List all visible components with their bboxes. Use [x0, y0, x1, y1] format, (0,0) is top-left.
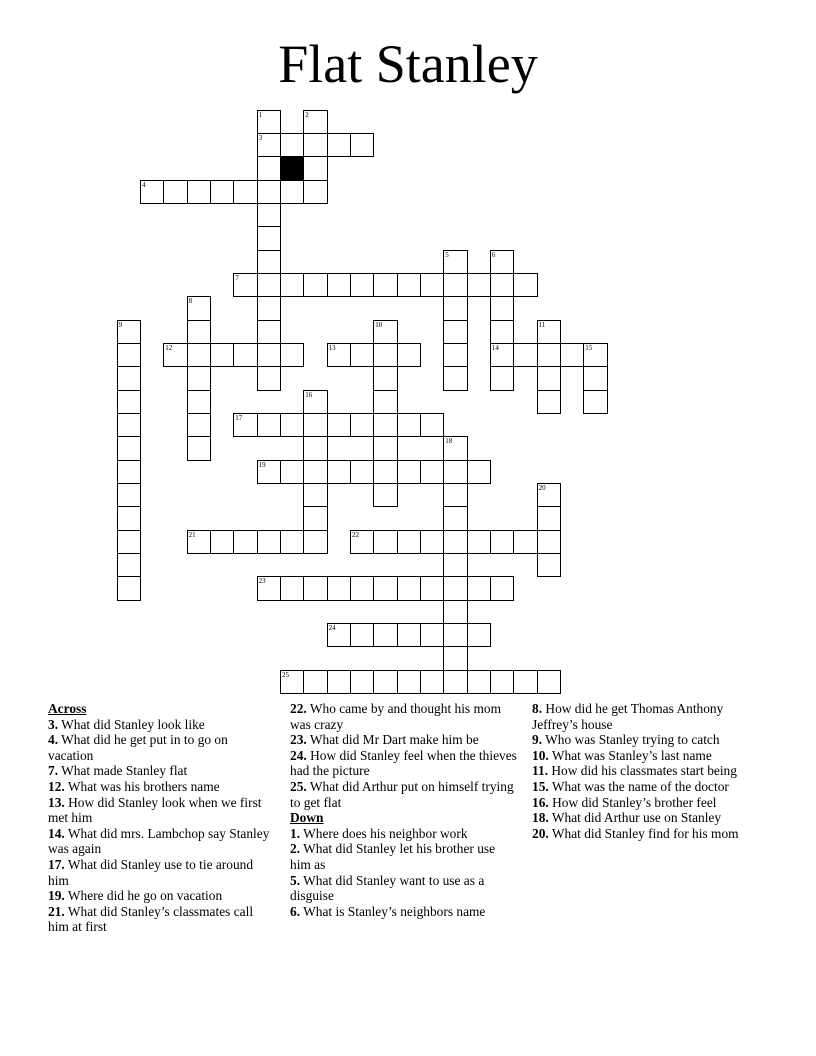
grid-cell[interactable] — [373, 413, 397, 437]
grid-cell[interactable] — [187, 296, 211, 320]
grid-cell[interactable] — [257, 343, 281, 367]
grid-cell[interactable] — [327, 413, 351, 437]
clue-text: Who was Stanley trying to catch — [545, 732, 720, 748]
clue-text: What did Stanley use to tie around him — [48, 856, 254, 888]
clue-column-3 — [532, 701, 760, 841]
grid-cell[interactable] — [443, 483, 467, 507]
clue-text: How did his classmates start being — [551, 763, 737, 779]
clue-text: What did he get put in to go on vacation — [48, 732, 228, 763]
grid-cell[interactable] — [537, 320, 561, 344]
clue-label: 4. — [48, 732, 59, 748]
grid-cell[interactable] — [257, 180, 281, 204]
clue-text: What did Stanley look like — [61, 716, 205, 732]
grid-cell[interactable] — [420, 623, 444, 647]
clue-label: 3. — [48, 716, 59, 732]
grid-cell[interactable] — [257, 460, 281, 484]
grid-cell[interactable] — [397, 670, 421, 694]
across-clue — [48, 795, 270, 826]
clue-number: 25 — [281, 670, 289, 679]
grid-cell[interactable] — [210, 343, 234, 367]
grid-cell[interactable] — [117, 390, 141, 414]
across-clue — [48, 904, 270, 935]
down-heading: Down — [290, 810, 324, 826]
grid-cell[interactable] — [467, 670, 491, 694]
grid-cell[interactable] — [443, 646, 467, 670]
grid-cell[interactable] — [257, 296, 281, 320]
clue-text: What did Stanley find for his mom — [551, 825, 739, 841]
down-clue — [532, 810, 760, 826]
clue-number: 5 — [445, 250, 449, 259]
grid-cell[interactable] — [117, 483, 141, 507]
grid-cell[interactable] — [490, 320, 514, 344]
clue-label: 6. — [290, 903, 301, 919]
grid-cell[interactable] — [257, 273, 281, 297]
grid-cell[interactable] — [537, 366, 561, 390]
grid-cell[interactable] — [350, 273, 374, 297]
clue-label: 13. — [48, 794, 65, 810]
grid-cell[interactable] — [443, 436, 467, 460]
grid-cell[interactable] — [280, 670, 304, 694]
grid-cell[interactable] — [117, 436, 141, 460]
clue-text: What did Arthur use on Stanley — [551, 810, 722, 826]
grid-cell[interactable] — [350, 530, 374, 554]
down-clue — [532, 732, 760, 748]
down-clue — [532, 701, 760, 732]
grid-cell[interactable] — [490, 366, 514, 390]
clue-text: What did Stanley’s classmates call him at first — [48, 903, 254, 935]
across-clue — [48, 732, 270, 763]
clue-text: How did Stanley’s brother feel — [552, 794, 717, 810]
clue-number: 18 — [445, 437, 453, 446]
grid-cell[interactable] — [490, 576, 514, 600]
clue-number: 20 — [538, 483, 546, 492]
grid-cell[interactable] — [303, 506, 327, 530]
grid-cell[interactable] — [373, 530, 397, 554]
grid-cell[interactable] — [373, 366, 397, 390]
grid-cell[interactable] — [257, 413, 281, 437]
across-clue — [48, 826, 270, 857]
clue-text: What did Stanley let his brother use him as — [290, 841, 496, 872]
puzzle-title: Flat Stanley — [278, 34, 538, 94]
grid-cell[interactable] — [117, 460, 141, 484]
grid-cell[interactable] — [583, 366, 607, 390]
clue-number: 24 — [328, 623, 336, 632]
grid-cell[interactable] — [373, 273, 397, 297]
clue-label: 10. — [532, 747, 549, 763]
grid-cell[interactable] — [443, 320, 467, 344]
across-clue — [290, 732, 518, 748]
grid-cell[interactable] — [443, 623, 467, 647]
clue-number: 22 — [351, 530, 359, 539]
grid-cell[interactable] — [257, 530, 281, 554]
grid-cell[interactable] — [327, 343, 351, 367]
grid-cell[interactable] — [187, 390, 211, 414]
grid-block — [280, 156, 304, 180]
clue-text: What was the name of the doctor — [551, 778, 729, 794]
grid-cell[interactable] — [187, 366, 211, 390]
grid-cell[interactable] — [257, 203, 281, 227]
clue-text: What is Stanley’s neighbors name — [303, 903, 486, 919]
grid-cell[interactable] — [467, 460, 491, 484]
grid-cell[interactable] — [280, 413, 304, 437]
down-clue — [532, 795, 760, 811]
grid-cell[interactable] — [443, 460, 467, 484]
across-clue — [290, 748, 518, 779]
grid-cell[interactable] — [373, 320, 397, 344]
clue-text: Where did he go on vacation — [67, 888, 223, 904]
grid-cell[interactable] — [350, 133, 374, 157]
grid-cell[interactable] — [327, 670, 351, 694]
clue-label: 7. — [48, 763, 59, 779]
grid-cell[interactable] — [187, 343, 211, 367]
grid-cell[interactable] — [373, 623, 397, 647]
grid-cell[interactable] — [490, 273, 514, 297]
grid-cell[interactable] — [350, 343, 374, 367]
grid-cell[interactable] — [397, 530, 421, 554]
grid-cell[interactable] — [117, 530, 141, 554]
grid-cell[interactable] — [373, 483, 397, 507]
clue-number: 21 — [188, 530, 196, 539]
grid-cell[interactable] — [257, 366, 281, 390]
grid-cell[interactable] — [373, 436, 397, 460]
clue-label: 12. — [48, 778, 65, 794]
grid-cell[interactable] — [350, 670, 374, 694]
grid-cell[interactable] — [443, 343, 467, 367]
grid-cell[interactable] — [303, 110, 327, 134]
grid-cell[interactable] — [443, 506, 467, 530]
clue-text: How did Stanley feel when the thieves had the picture — [290, 747, 517, 779]
grid-cell[interactable] — [280, 273, 304, 297]
grid-cell[interactable] — [117, 366, 141, 390]
clue-number: 9 — [118, 320, 123, 329]
down-clue — [532, 779, 760, 795]
clue-column-2 — [290, 701, 518, 919]
clue-label: 20. — [532, 825, 549, 841]
grid-cell[interactable] — [303, 390, 327, 414]
grid-cell[interactable] — [537, 530, 561, 554]
grid-cell[interactable] — [327, 623, 351, 647]
grid-cell[interactable] — [280, 133, 304, 157]
clue-number: 6 — [491, 250, 496, 259]
across-clue — [48, 717, 270, 733]
clue-label: 23. — [290, 732, 307, 748]
clue-text: What was his brothers name — [67, 778, 220, 794]
grid-cell[interactable] — [303, 273, 327, 297]
clue-text: How did he get Thomas Anthony Jeffrey’s house — [532, 701, 724, 732]
grid-cell[interactable] — [420, 460, 444, 484]
grid-cell[interactable] — [257, 320, 281, 344]
grid-cell[interactable] — [537, 483, 561, 507]
clue-number: 17 — [235, 413, 243, 422]
grid-cell[interactable] — [373, 343, 397, 367]
grid-cell[interactable] — [117, 343, 141, 367]
across-clue — [48, 857, 270, 888]
clue-number: 12 — [165, 343, 173, 352]
grid-cell[interactable] — [583, 390, 607, 414]
grid-cell[interactable] — [257, 226, 281, 250]
grid-cell[interactable] — [303, 670, 327, 694]
grid-cell[interactable] — [373, 390, 397, 414]
grid-cell[interactable] — [327, 576, 351, 600]
grid-cell[interactable] — [303, 133, 327, 157]
grid-cell[interactable] — [397, 460, 421, 484]
grid-cell[interactable] — [233, 343, 257, 367]
clue-label: 17. — [48, 856, 65, 872]
clue-text: What did Stanley want to use as a disguise — [290, 872, 485, 904]
clue-label: 2. — [290, 841, 301, 857]
clue-number: 15 — [585, 343, 593, 352]
clue-text: Where does his neighbor work — [303, 825, 468, 841]
grid-cell[interactable] — [443, 553, 467, 577]
clue-text: What did Mr Dart make him be — [309, 732, 479, 748]
grid-cell[interactable] — [537, 343, 561, 367]
grid-cell[interactable] — [537, 553, 561, 577]
grid-cell[interactable] — [537, 390, 561, 414]
grid-cell[interactable] — [210, 180, 234, 204]
grid-cell[interactable] — [257, 250, 281, 274]
grid-cell[interactable] — [443, 273, 467, 297]
grid-cell[interactable] — [420, 413, 444, 437]
grid-cell[interactable] — [490, 296, 514, 320]
clue-text: What was Stanley’s last name — [551, 747, 712, 763]
grid-cell[interactable] — [350, 576, 374, 600]
grid-cell[interactable] — [233, 180, 257, 204]
grid-cell[interactable] — [350, 623, 374, 647]
clue-label: 1. — [290, 825, 301, 841]
grid-cell[interactable] — [583, 343, 607, 367]
grid-cell[interactable] — [187, 436, 211, 460]
grid-cell[interactable] — [443, 296, 467, 320]
grid-cell[interactable] — [420, 670, 444, 694]
grid-cell[interactable] — [560, 343, 584, 367]
grid-cell[interactable] — [443, 600, 467, 624]
grid-cell[interactable] — [233, 530, 257, 554]
clue-number: 11 — [538, 320, 546, 329]
down-clue — [532, 748, 760, 764]
grid-cell[interactable] — [280, 343, 304, 367]
down-clue — [532, 826, 760, 842]
grid-cell[interactable] — [490, 343, 514, 367]
grid-cell[interactable] — [303, 156, 327, 180]
grid-cell[interactable] — [163, 180, 187, 204]
grid-cell[interactable] — [117, 320, 141, 344]
clue-label: 5. — [290, 872, 301, 888]
clue-number: 4 — [141, 180, 146, 189]
grid-cell[interactable] — [187, 180, 211, 204]
down-clue — [290, 841, 518, 872]
grid-cell[interactable] — [233, 413, 257, 437]
grid-cell[interactable] — [537, 506, 561, 530]
grid-cell[interactable] — [303, 483, 327, 507]
clue-label: 8. — [532, 701, 543, 716]
clue-number: 10 — [375, 320, 383, 329]
grid-cell[interactable] — [467, 576, 491, 600]
grid-cell[interactable] — [280, 460, 304, 484]
grid-cell[interactable] — [187, 320, 211, 344]
grid-cell[interactable] — [210, 530, 234, 554]
clue-number: 13 — [328, 343, 336, 352]
grid-cell[interactable] — [280, 576, 304, 600]
across-clue — [290, 701, 518, 732]
clue-number: 16 — [305, 390, 313, 399]
grid-cell[interactable] — [397, 273, 421, 297]
grid-cell[interactable] — [443, 530, 467, 554]
across-clue — [48, 888, 270, 904]
across-heading: Across — [48, 701, 87, 716]
grid-cell[interactable] — [303, 180, 327, 204]
grid-cell[interactable] — [443, 250, 467, 274]
grid-cell[interactable] — [350, 460, 374, 484]
grid-cell[interactable] — [257, 133, 281, 157]
clue-label: 25. — [290, 778, 307, 794]
clue-label: 16. — [532, 794, 549, 810]
grid-cell[interactable] — [140, 180, 164, 204]
grid-cell[interactable] — [117, 506, 141, 530]
grid-cell[interactable] — [257, 110, 281, 134]
clue-number: 2 — [305, 110, 309, 119]
grid-cell[interactable] — [467, 623, 491, 647]
grid-cell[interactable] — [303, 460, 327, 484]
grid-cell[interactable] — [117, 576, 141, 600]
clue-number: 3 — [258, 133, 263, 142]
grid-cell[interactable] — [350, 413, 374, 437]
down-clue — [290, 873, 518, 904]
grid-cell[interactable] — [303, 530, 327, 554]
grid-cell[interactable] — [187, 413, 211, 437]
clue-column-1 — [48, 701, 270, 935]
clue-number: 23 — [258, 577, 266, 586]
grid-cell[interactable] — [117, 413, 141, 437]
grid-cell[interactable] — [537, 670, 561, 694]
clue-number: 14 — [491, 343, 499, 352]
clue-text: How did Stanley look when we first met him — [48, 794, 262, 826]
grid-cell[interactable] — [327, 460, 351, 484]
clue-number: 8 — [188, 297, 193, 306]
grid-cell[interactable] — [467, 530, 491, 554]
clue-text: What made Stanley flat — [61, 763, 188, 779]
clue-number: 1 — [258, 110, 263, 119]
grid-cell[interactable] — [163, 343, 187, 367]
grid-cell[interactable] — [513, 273, 537, 297]
grid-cell[interactable] — [280, 530, 304, 554]
grid-cell[interactable] — [303, 436, 327, 460]
grid-cell[interactable] — [420, 576, 444, 600]
across-clue — [290, 779, 518, 810]
clue-number: 19 — [258, 460, 266, 469]
grid-cell[interactable] — [233, 273, 257, 297]
grid-cell[interactable] — [513, 530, 537, 554]
grid-cell[interactable] — [490, 250, 514, 274]
clue-label: 14. — [48, 825, 65, 841]
grid-cell[interactable] — [397, 343, 421, 367]
down-clue — [532, 763, 760, 779]
down-clue — [290, 904, 518, 920]
grid-cell[interactable] — [513, 670, 537, 694]
grid-cell[interactable] — [443, 576, 467, 600]
clue-label: 22. — [290, 701, 307, 716]
grid-cell[interactable] — [327, 133, 351, 157]
grid-cell[interactable] — [397, 623, 421, 647]
grid-cell[interactable] — [373, 670, 397, 694]
clue-label: 15. — [532, 778, 549, 794]
grid-cell[interactable] — [373, 460, 397, 484]
clue-text: What did Arthur put on himself trying to get flat — [290, 778, 514, 810]
across-clue — [48, 779, 270, 795]
grid-cell[interactable] — [187, 530, 211, 554]
grid-cell[interactable] — [397, 413, 421, 437]
grid-cell[interactable] — [303, 413, 327, 437]
down-clue — [290, 826, 518, 842]
grid-cell[interactable] — [280, 180, 304, 204]
clue-text: Who came by and thought his mom was crazy — [290, 701, 502, 732]
grid-cell[interactable] — [303, 576, 327, 600]
clue-label: 24. — [290, 747, 307, 763]
clue-number: 7 — [235, 273, 239, 282]
grid-cell[interactable] — [490, 530, 514, 554]
clue-text: What did mrs. Lambchop say Stanley was again — [48, 825, 270, 857]
grid-cell[interactable] — [420, 273, 444, 297]
grid-cell[interactable] — [420, 530, 444, 554]
clue-label: 18. — [532, 810, 549, 826]
grid-cell[interactable] — [443, 670, 467, 694]
grid-cell[interactable] — [373, 576, 397, 600]
across-clue — [48, 763, 270, 779]
clue-label: 21. — [48, 903, 65, 919]
grid-cell[interactable] — [443, 366, 467, 390]
clue-label: 19. — [48, 888, 65, 904]
grid-cell[interactable] — [117, 553, 141, 577]
grid-cell[interactable] — [257, 156, 281, 180]
grid-cell[interactable] — [490, 670, 514, 694]
grid-cell[interactable] — [327, 273, 351, 297]
clue-label: 11. — [532, 763, 548, 779]
grid-cell[interactable] — [467, 273, 491, 297]
grid-cell[interactable] — [257, 576, 281, 600]
grid-cell[interactable] — [513, 343, 537, 367]
grid-cell[interactable] — [397, 576, 421, 600]
clue-label: 9. — [532, 732, 543, 748]
